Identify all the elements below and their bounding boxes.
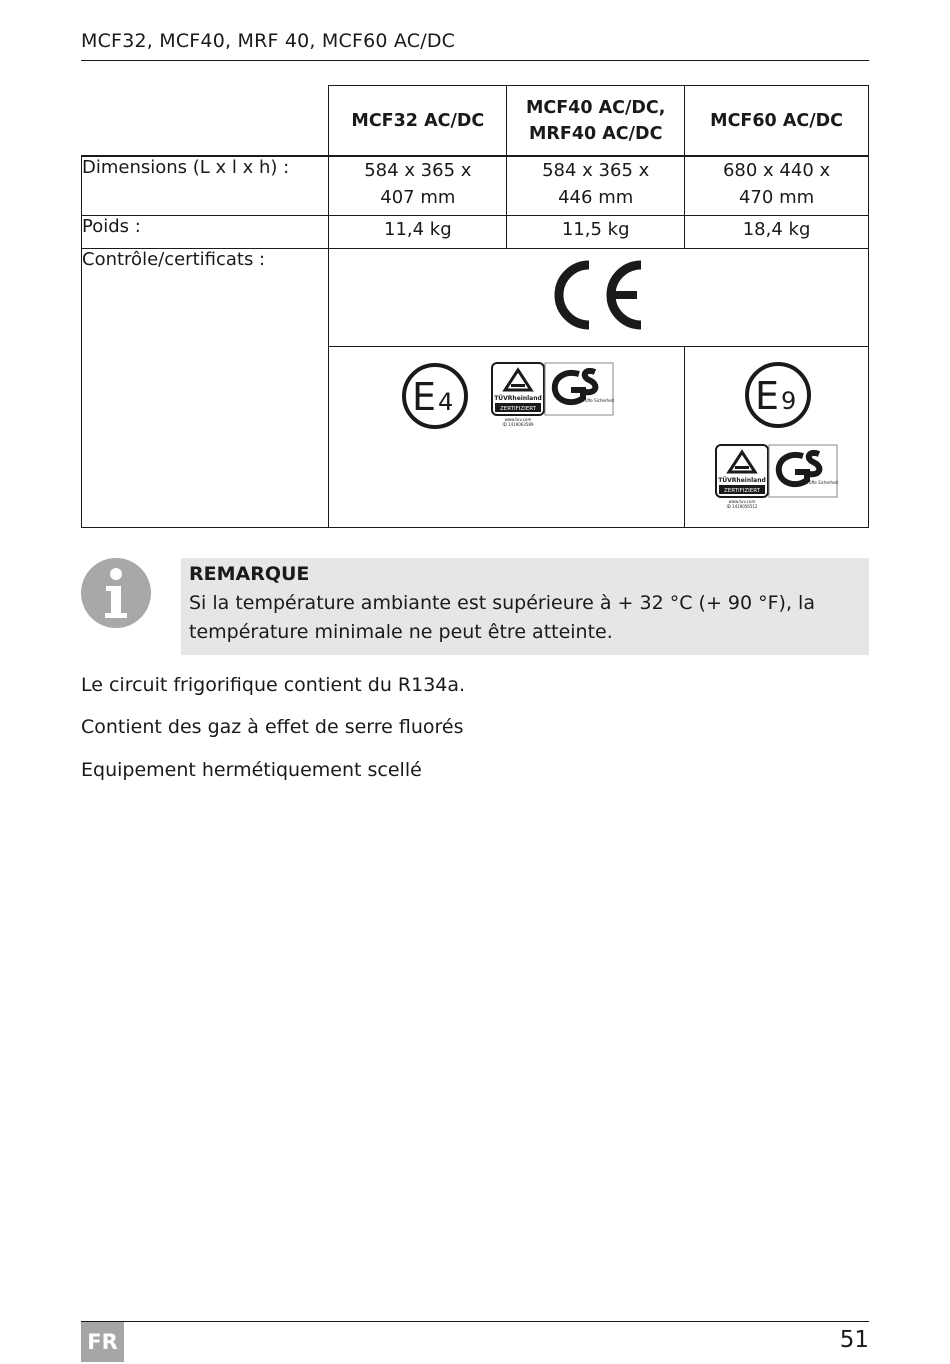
tuv-label: TÜVRheinland [494, 395, 543, 402]
note-title: REMARQUE [189, 563, 310, 585]
tuv-zert-label: ZERTIFIZIERT [500, 406, 537, 412]
footer-rule [81, 1321, 869, 1322]
table-row [82, 156, 869, 216]
paragraph-greenhouse-gas: Contient des gaz à effet de serre fluorés [81, 716, 464, 738]
weight-value: 18,4 kg [685, 216, 869, 249]
note-box [181, 558, 869, 655]
dimensions-value: 446 mm [558, 187, 634, 208]
header-title: MCF32, MCF40, MRF 40, MCF60 AC/DC [81, 30, 456, 52]
e-mark-number: 4 [438, 388, 454, 416]
weight-value: 11,4 kg [329, 216, 507, 249]
row-label-certificates: Contrôle/certificats : [82, 249, 329, 528]
info-icon [80, 557, 152, 629]
column-header-mcf40-line1: MCF40 AC/DC, [525, 97, 666, 118]
language-badge: FR [81, 1322, 124, 1362]
gs-label: geprüfte Sicherheit [799, 480, 839, 485]
table-corner [82, 86, 329, 157]
tuv-label: TÜVRheinland [718, 477, 766, 484]
tuv-gs-mark-icon [715, 444, 839, 510]
tuv-url: www.tuv.com [728, 499, 756, 504]
table-row [82, 216, 869, 249]
column-header-mcf60: MCF60 AC/DC [685, 86, 869, 157]
dimensions-value: 407 mm [380, 187, 456, 208]
row-label-dimensions: Dimensions (L x l x h) : [82, 156, 329, 216]
note-text: Si la température ambiante est supérieure à + 32 °C (+ 90 °F), la température minimale ne peut être atteinte. [189, 592, 815, 643]
tuv-gs-mark-icon [491, 362, 615, 428]
ce-cell [329, 249, 869, 347]
tuv-url: www.tuv.com [505, 417, 532, 422]
dimensions-cell [685, 156, 869, 216]
dimensions-value: 680 x 440 x [722, 160, 831, 181]
dimensions-cell [329, 156, 507, 216]
dimensions-value: 584 x 365 x [364, 160, 472, 181]
e-mark-letter: E [412, 375, 437, 419]
tuv-id: ID 1419063589 [502, 422, 534, 427]
tuv-id: ID 1419056512 [726, 504, 758, 509]
column-header-mcf40 [507, 86, 685, 157]
weight-value: 11,5 kg [507, 216, 685, 249]
column-header-mcf32: MCF32 AC/DC [329, 86, 507, 157]
column-header-mrf40-line2: MRF40 AC/DC [528, 123, 663, 144]
spec-table [81, 85, 869, 528]
tuv-zert-label: ZERTIFIZIERT [724, 488, 761, 494]
e4-mark-icon [401, 362, 469, 430]
marks-cell-right [685, 347, 869, 528]
dimensions-cell [507, 156, 685, 216]
gs-label: geprüfte Sicherheit [576, 398, 615, 403]
row-label-weight: Poids : [82, 216, 329, 249]
marks-cell-left [329, 347, 685, 528]
dimensions-value: 470 mm [738, 187, 815, 208]
dimensions-value: 584 x 365 x [542, 160, 650, 181]
ce-mark-icon [551, 259, 647, 331]
e-mark-letter: E [755, 374, 780, 418]
e9-mark-icon [744, 361, 812, 429]
header-rule [81, 60, 869, 61]
table-row [82, 249, 869, 347]
e-mark-number: 9 [781, 387, 797, 415]
page-number: 51 [839, 1327, 869, 1353]
paragraph-refrigerant: Le circuit frigorifique contient du R134a. [81, 674, 466, 696]
paragraph-sealed: Equipement hermétiquement scellé [81, 759, 422, 781]
